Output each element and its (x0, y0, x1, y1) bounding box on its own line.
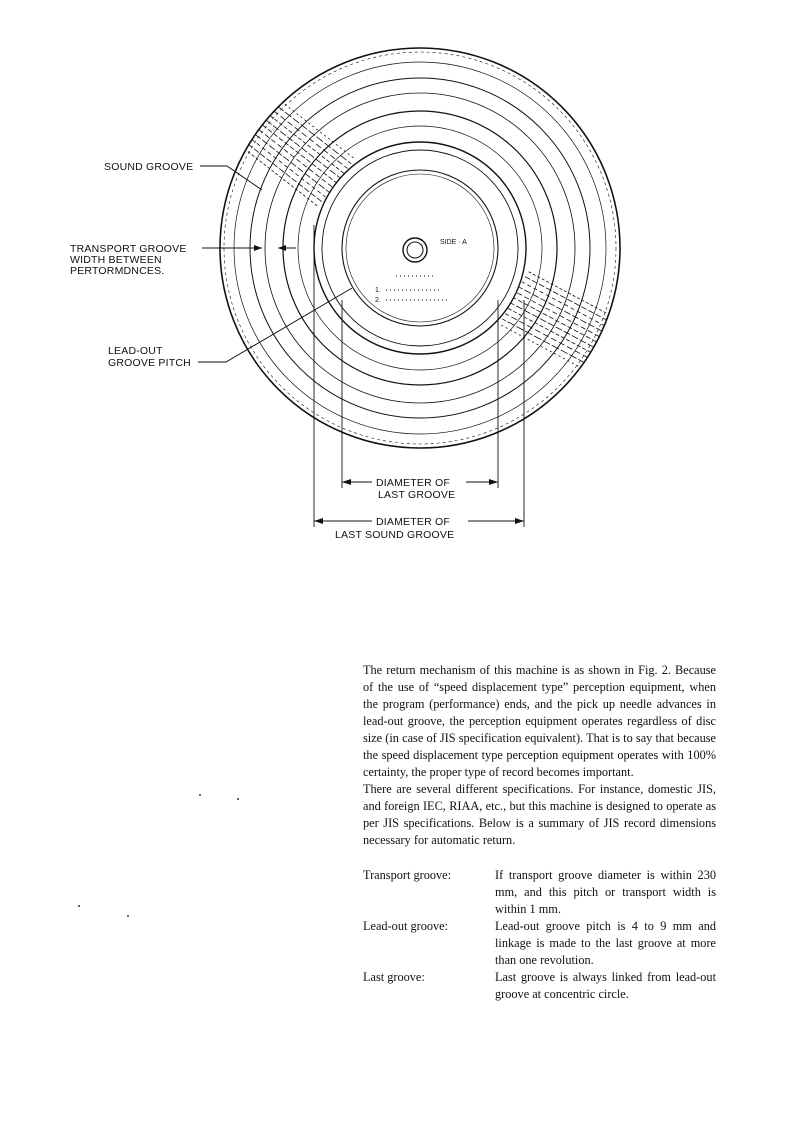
dia-last-groove-line2: LAST GROOVE (378, 489, 456, 501)
body-text (363, 662, 716, 1003)
spec-term: Transport groove: (363, 868, 452, 882)
spec-list (363, 867, 716, 1003)
sound-groove-leader (200, 166, 262, 190)
spec-row-leadout (363, 918, 716, 969)
spec-row-transport (363, 867, 716, 918)
spec-term: Lead-out groove: (363, 919, 449, 933)
scan-speck (127, 915, 129, 917)
transport-groove-label-line1: TRANSPORT GROOVE (70, 243, 187, 255)
paragraph-specifications: There are several different specifications. For instance, domestic JIS, and foreign IEC, RIAA, etc., but this machine is designed to operate as per JIS specifications. Below is a summary of JIS record dimensions necessary for automatic return. (363, 782, 716, 847)
dimension-last-groove (342, 300, 498, 488)
dia-last-sound-groove-line2: LAST SOUND GROOVE (335, 529, 455, 541)
paragraph-return-mechanism: The return mechanism of this machine is as shown in Fig. 2. Because of the use of “speed displacement type” perception equipment, when the program (performance) ends, and the pick up needle advances in lead-out groove, the perception equipment operates regardless of disc size (in case of JIS specification equivalent). That is to say that because the speed displacement type perception equipment operates with 100% certainty, the proper type of record becomes important. (363, 663, 716, 779)
spec-definition: If transport groove diameter is within 230 mm, and this pitch or transport width is within 1 mm. (495, 868, 716, 916)
leadout-label-line1: LEAD-OUT (108, 345, 163, 357)
spindle-hole (403, 238, 427, 262)
transport-groove-label-line3: PERTORMDNCES. (70, 265, 165, 277)
label-item-2: 2. (375, 297, 381, 304)
scan-speck (78, 905, 80, 907)
spec-definition: Last groove is always linked from lead-out groove at concentric circle. (495, 970, 716, 1001)
scan-speck (199, 794, 201, 796)
record-groove-diagram (0, 0, 793, 560)
scan-speck (237, 798, 239, 800)
spec-term: Last groove: (363, 970, 425, 984)
side-label: SIDE · A (440, 239, 467, 246)
sound-groove-label: SOUND GROOVE (104, 161, 194, 173)
spec-row-last-groove (363, 969, 716, 1003)
label-item-1: 1. (375, 287, 381, 294)
dia-last-groove-line1: DIAMETER OF (376, 477, 450, 489)
transport-groove-label-line2: WIDTH BETWEEN (70, 254, 162, 266)
leadout-label-line2: GROOVE PITCH (108, 357, 191, 369)
spec-definition: Lead-out groove pitch is 4 to 9 mm and linkage is made to the last groove at more than one revolution. (495, 919, 716, 967)
dia-last-sound-groove-line1: DIAMETER OF (376, 516, 450, 528)
